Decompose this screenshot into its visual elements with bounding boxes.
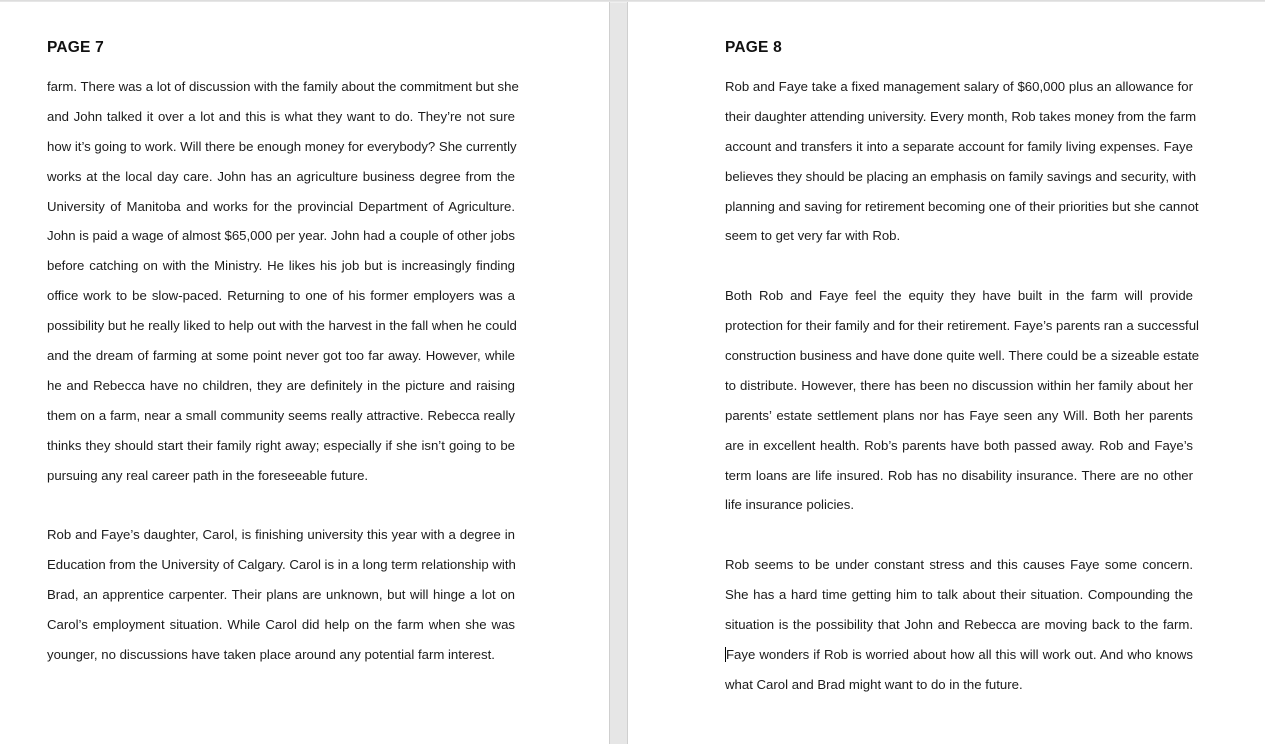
document-page-8[interactable]	[627, 2, 1265, 744]
paragraph	[47, 72, 519, 490]
text-line: Rob seems to be under constant stress and this causes Faye some concern.	[725, 557, 1193, 573]
text-line: parents’ estate settlement plans nor has Faye seen any Will. Both her parents	[725, 407, 1193, 423]
text-line: Rob and Faye take a fixed management salary of $60,000 plus an allowance for	[725, 79, 1193, 94]
text-line: he and Rebecca have no children, they are definitely in the picture and raising	[47, 377, 515, 393]
text-line: planning and saving for retirement becoming one of their priorities but she cannot	[725, 198, 1199, 214]
paragraph	[47, 520, 515, 669]
text-line: University of Manitoba and works for the provincial Department of Agriculture.	[47, 198, 515, 214]
text-line: and John talked it over a lot and this is what they want to do. They’re not sure	[47, 108, 515, 124]
text-line: thinks they should start their family right away; especially if she isn’t going to be	[47, 437, 515, 453]
text-line: how it’s going to work. Will there be enough money for everybody? She currently	[47, 138, 517, 154]
text-line: are in excellent health. Rob’s parents have both passed away. Rob and Faye’s	[725, 437, 1193, 453]
paragraph	[725, 281, 1200, 520]
text-line: believes they should be placing an emphasis on family savings and security, with	[725, 168, 1197, 184]
text-line: farm. There was a lot of discussion with the family about the commitment but she	[47, 79, 519, 94]
text-line: situation is the possibility that John and Rebecca are moving back to the farm.	[725, 617, 1193, 633]
text-line: and the dream of farming at some point never got too far away. However, while	[47, 348, 515, 364]
text-line: life insurance policies.	[725, 497, 855, 513]
text-line: Brad, an apprentice carpenter. Their plans are unknown, but will hinge a lot on	[47, 587, 515, 603]
text-line: possibility but he really liked to help out with the harvest in the fall when he could	[47, 318, 517, 334]
text-line-content: Faye wonders if Rob is worried about how all this will work out. And who knows	[726, 646, 1193, 662]
page-title: PAGE 8	[725, 39, 782, 56]
text-line: them on a farm, near a small community seems really attractive. Rebecca really	[47, 407, 515, 423]
text-line: works at the local day care. John has an agriculture business degree from the	[47, 168, 515, 184]
text-line: younger, no discussions have taken place around any potential farm interest.	[47, 646, 495, 662]
text-line-with-cursor	[725, 640, 1193, 670]
text-line: before catching on with the Ministry. He likes his job but is increasingly finding	[47, 258, 515, 274]
text-line: term loans are life insured. Rob has no disability insurance. There are no other	[725, 467, 1193, 483]
text-line: their daughter attending university. Every month, Rob takes money from the farm	[725, 108, 1197, 124]
text-line: Both Rob and Faye feel the equity they have built in the farm will provide	[725, 288, 1193, 304]
text-line: She has a hard time getting him to talk about their situation. Compounding the	[725, 587, 1193, 603]
text-line: Rob and Faye’s daughter, Carol, is finishing university this year with a degree in	[47, 527, 515, 543]
paragraph	[725, 550, 1193, 699]
text-line: seem to get very far with Rob.	[725, 228, 901, 244]
text-line: construction business and have done quite well. There could be a sizeable estate	[725, 348, 1200, 364]
page-title: PAGE 7	[47, 39, 104, 56]
page-body[interactable]	[47, 72, 519, 700]
page-body[interactable]	[725, 72, 1200, 730]
text-line: Carol’s employment situation. While Carol did help on the farm when she was	[47, 617, 515, 633]
paragraph	[725, 72, 1199, 251]
text-line: pursuing any real career path in the foreseeable future.	[47, 467, 369, 483]
text-line: office work to be slow-paced. Returning to one of his former employers was a	[47, 288, 515, 304]
text-line: what Carol and Brad might want to do in the future.	[725, 676, 1023, 692]
text-line: account and transfers it into a separate account for family living expenses. Faye	[725, 138, 1193, 154]
text-line: to distribute. However, there has been no discussion within her family about her	[725, 377, 1193, 393]
document-page-7[interactable]	[0, 2, 610, 744]
text-line: John is paid a wage of almost $65,000 per year. John had a couple of other jobs	[47, 228, 515, 244]
text-line: protection for their family and for their retirement. Faye’s parents ran a successful	[725, 318, 1199, 334]
text-line: Education from the University of Calgary. Carol is in a long term relationship with	[47, 557, 516, 573]
